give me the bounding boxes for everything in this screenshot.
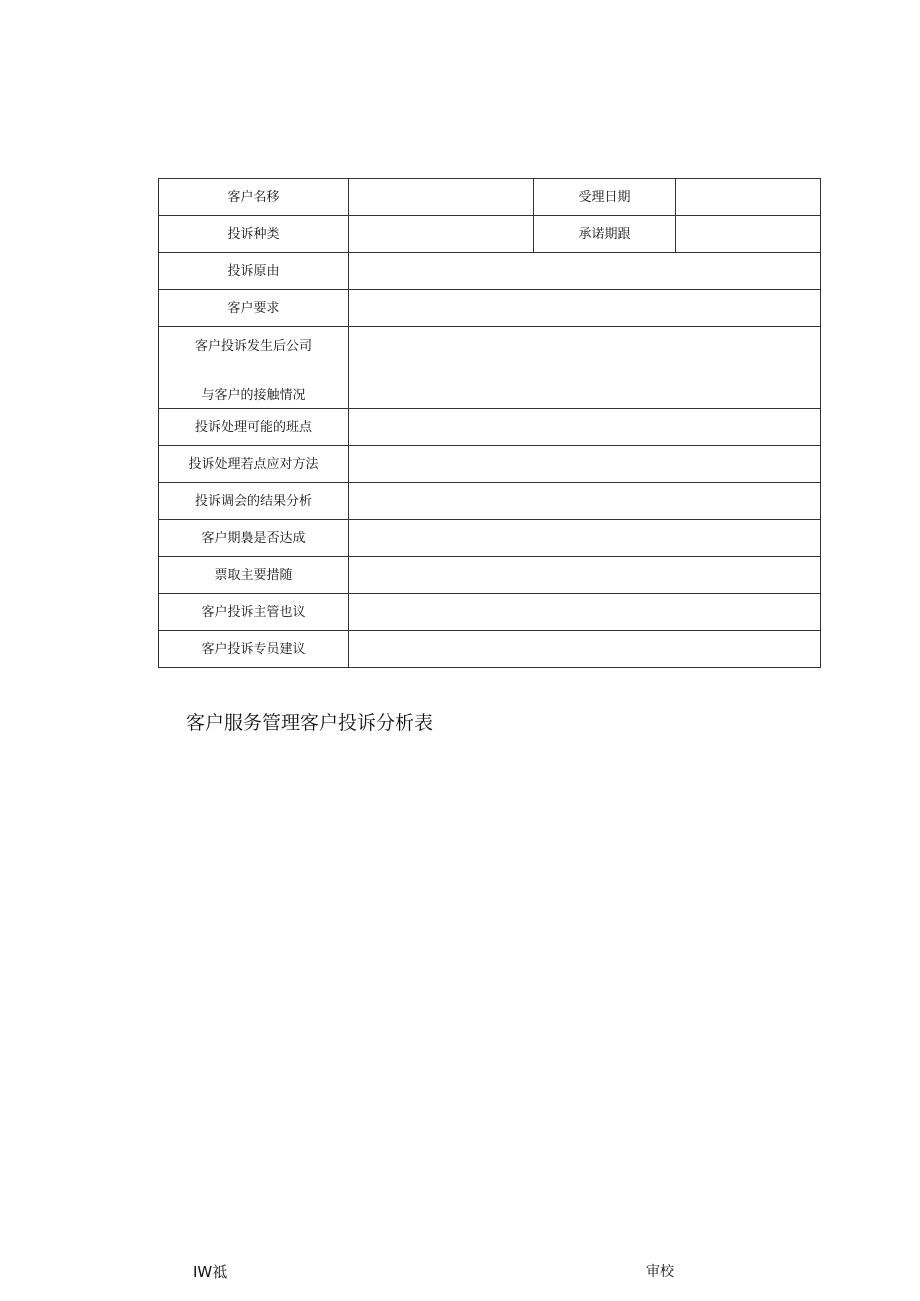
value-expectation-met[interactable] <box>349 520 821 557</box>
label-result-analysis: 投诉调会的结果分析 <box>159 483 349 520</box>
value-specialist-suggestion[interactable] <box>349 631 821 668</box>
label-complaint-reason: 投诉原由 <box>159 253 349 290</box>
label-response-methods: 投诉处理若点应对方法 <box>159 446 349 483</box>
value-supervisor-suggestion[interactable] <box>349 594 821 631</box>
label-contact-situation-lines <box>159 340 348 402</box>
table-row <box>159 446 821 483</box>
label-complaint-type: 投诉种类 <box>159 216 349 253</box>
label-supervisor-suggestion: 客户投诉主管也议 <box>159 594 349 631</box>
label-contact-situation <box>159 327 349 409</box>
table-row <box>159 216 821 253</box>
value-contact-situation[interactable] <box>349 327 821 409</box>
label-accept-date: 受理日期 <box>534 179 676 216</box>
footer-left-label: IW祗 <box>193 1263 228 1281</box>
label-expectation-met: 客户期裊是否达成 <box>159 520 349 557</box>
table-row <box>159 253 821 290</box>
table-row <box>159 557 821 594</box>
label-contact-line-1: 客户投诉发生后公司 <box>194 338 312 354</box>
value-accept-date[interactable] <box>676 179 821 216</box>
table-row <box>159 179 821 216</box>
table-row <box>159 327 821 409</box>
value-customer-name[interactable] <box>349 179 534 216</box>
label-customer-request: 客户要求 <box>159 290 349 327</box>
table-row <box>159 594 821 631</box>
value-response-methods[interactable] <box>349 446 821 483</box>
table-row <box>159 483 821 520</box>
value-result-analysis[interactable] <box>349 483 821 520</box>
table-row <box>159 631 821 668</box>
table-row <box>159 409 821 446</box>
form-title: 客户服务管理客户投诉分析表 <box>186 712 434 734</box>
value-customer-request[interactable] <box>349 290 821 327</box>
label-contact-line-2: 与客户的接触情况 <box>201 387 306 403</box>
value-complaint-reason[interactable] <box>349 253 821 290</box>
label-specialist-suggestion: 客户投诉专员建议 <box>159 631 349 668</box>
value-main-measures[interactable] <box>349 557 821 594</box>
table-row <box>159 290 821 327</box>
table-row <box>159 520 821 557</box>
label-possible-difficulties: 投诉处理可能的班点 <box>159 409 349 446</box>
value-promise-deadline[interactable] <box>676 216 821 253</box>
label-customer-name: 客户名移 <box>159 179 349 216</box>
value-possible-difficulties[interactable] <box>349 409 821 446</box>
label-main-measures: 票取主要措随 <box>159 557 349 594</box>
value-complaint-type[interactable] <box>349 216 534 253</box>
footer-reviewer-label: 审校 <box>646 1264 674 1280</box>
label-promise-deadline: 承诺期跟 <box>534 216 676 253</box>
complaint-analysis-table <box>158 178 821 668</box>
